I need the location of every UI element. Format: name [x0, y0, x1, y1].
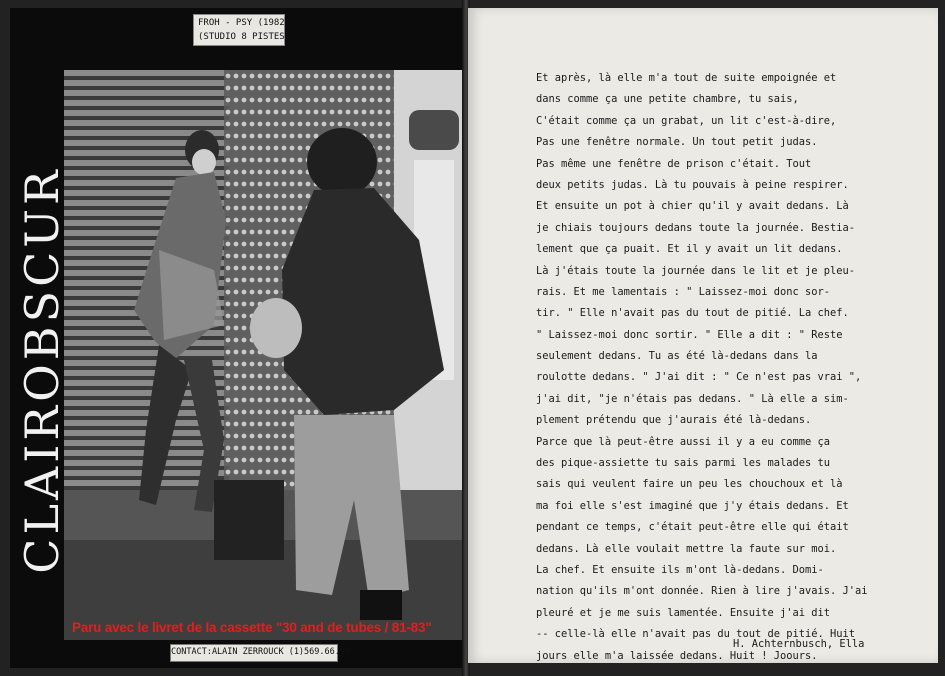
street-scene-photo [64, 70, 462, 640]
text-line: Pas même une fenêtre de prison c'était. Tout [536, 157, 812, 170]
text-line: roulotte dedans. " J'ai dit : " Ce n'est pas vrai ", [536, 371, 862, 384]
text-line: C'était comme ça un grabat, un lit c'est-à-dire, [536, 114, 837, 127]
text-line: Là j'étais toute la journée dans le lit et je pleu- [536, 264, 856, 277]
cassette-title-label [193, 14, 291, 46]
right-page [468, 8, 938, 663]
text-line: nation qu'ils m'ont donnée. Rien à lire j'avais. J'ai [536, 585, 868, 598]
text-line: pendant ce temps, c'était peut-être elle qui était [536, 521, 849, 534]
contact-label: CONTACT:ALAIN ZERROUCK (1)569.66.95 [170, 644, 338, 662]
text-line: -- celle-là elle n'avait pas du tout de pitié. Huit [536, 628, 856, 641]
text-line: j'ai dit, "je n'étais pas dedans. " Là elle a sim- [536, 392, 849, 405]
text-line: Et ensuite un pot à chier qu'il y avait dedans. Là [536, 200, 849, 213]
title-line-1: FROH - PSY (1982) [198, 18, 291, 28]
text-line: Pas une fenêtre normale. Un tout petit judas. [536, 136, 818, 149]
text-line: Parce que là peut-être aussi il y a eu comme ça [536, 435, 831, 448]
text-line: pleuré et je me suis lamentée. Ensuite j'ai dit [536, 606, 831, 619]
text-line: plement prétendu que j'aurais été là-dedans. [536, 414, 812, 427]
text-line: deux petits judas. Là tu pouvais à peine respirer. [536, 178, 849, 191]
text-line: seulement dedans. Tu as été là-dedans dans la [536, 350, 818, 363]
author-signature: H. Achternbusch, Ella [733, 638, 865, 650]
photo-illustration [64, 70, 462, 640]
text-line: jours elle m'a laissée dedans. Huit ! Joours. [536, 649, 818, 662]
typewritten-text [536, 68, 936, 667]
text-line: tir. " Elle n'avait pas du tout de pitié. La chef. [536, 307, 849, 320]
vertical-band-name [15, 90, 69, 650]
text-line: " Laissez-moi donc sortir. " Elle a dit : " Reste [536, 328, 843, 341]
text-line: ma foi elle s'est imaginé que j'y étais dedans. Et [536, 499, 849, 512]
band-name-text: CLAIROBSCUR [15, 166, 69, 574]
title-line-2: (STUDIO 8 PISTES) [198, 32, 291, 42]
text-line: La chef. Et ensuite ils m'ont là-dedans. Domi- [536, 563, 824, 576]
left-page [10, 8, 465, 668]
text-line: je chiais toujours dedans toute la journée. Bestia- [536, 221, 856, 234]
text-line: dans comme ça une petite chambre, tu sais, [536, 93, 799, 106]
text-line: dedans. Là elle voulait mettre la faute sur moi. [536, 542, 837, 555]
text-line: sais qui veulent faire un peu les chouchoux et là [536, 478, 843, 491]
text-line: des pique-assiette tu sais parmi les malades tu [536, 457, 831, 470]
text-line: rais. Et me lamentais : " Laissez-moi donc sor- [536, 285, 831, 298]
text-line: Et après, là elle m'a tout de suite empoignée et [536, 72, 837, 84]
cassette-caption: Paru avec le livret de la cassette "30 and de tubes / 81-83" [72, 620, 432, 635]
text-line: lement que ça puait. Et il y avait un lit dedans. [536, 243, 843, 256]
